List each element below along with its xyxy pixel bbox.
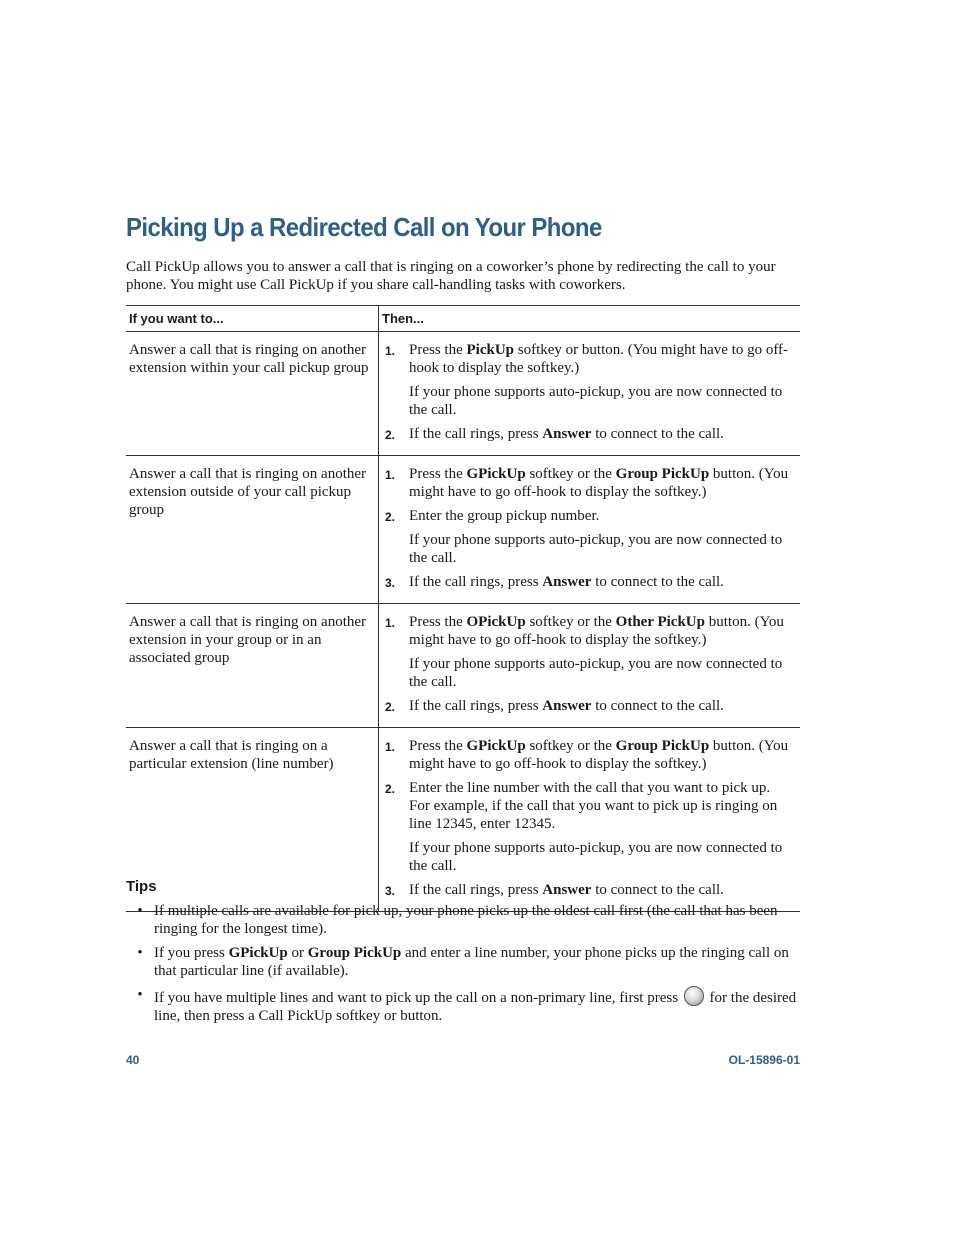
step-text [409, 697, 794, 716]
softkey-name: PickUp [466, 342, 515, 358]
steps-list [379, 456, 800, 603]
tip-text-part: If you have multiple lines and want to pick up the call on a non-primary line, first press [154, 990, 682, 1006]
tip-text-part: for the desired line, then press a Call PickUp softkey or button. [154, 990, 797, 1024]
step-instruction [409, 613, 794, 649]
bullet: • [137, 987, 143, 1003]
tip-text [154, 902, 800, 938]
steps-cell [379, 604, 801, 728]
step-number: 1. [385, 740, 396, 754]
step-text [409, 507, 794, 567]
step-text-part: softkey or the [525, 614, 616, 630]
pickup-table [126, 305, 800, 912]
step-text-part: If the call rings, press [409, 426, 543, 442]
page-number: 40 [126, 1053, 140, 1067]
steps-cell [379, 332, 801, 456]
step-instruction [409, 697, 794, 715]
step-item [385, 341, 794, 419]
step-text [409, 737, 794, 773]
table-row [126, 456, 800, 604]
step-item [385, 779, 794, 875]
step-item [385, 881, 794, 900]
step-text-part: to connect to the call. [591, 882, 724, 898]
softkey-name: OPickUp [466, 614, 526, 630]
step-instruction [409, 425, 794, 443]
softkey-name: Answer [542, 426, 592, 442]
step-text-part: to connect to the call. [591, 698, 724, 714]
bullet: • [137, 903, 143, 919]
step-number: 2. [385, 428, 396, 442]
step-text-part: button. (You might have to go off-hook to display the softkey.) [409, 466, 789, 500]
steps-list [379, 728, 800, 911]
column-header-want: If you want to... [126, 306, 379, 332]
step-note: If your phone supports auto-pickup, you are now connected to the call. [409, 532, 783, 566]
step-text-part: Press the [409, 738, 467, 754]
step-text-part: If the call rings, press [409, 574, 543, 590]
step-text-part: to connect to the call. [591, 426, 724, 442]
step-item [385, 507, 794, 567]
tip-text-part: If you press [154, 945, 229, 961]
steps-cell [379, 456, 801, 604]
table-body [126, 332, 800, 912]
steps-list [379, 332, 800, 455]
step-number: 1. [385, 468, 396, 482]
document-id: OL-15896-01 [728, 1053, 800, 1067]
column-header-then: Then... [379, 306, 801, 332]
step-text-part: button. (You might have to go off-hook to display the softkey.) [409, 738, 789, 772]
step-text-part: If the call rings, press [409, 882, 543, 898]
step-item [385, 737, 794, 773]
want-text: Answer a call that is ringing on another extension outside of your call pickup group [129, 466, 367, 518]
step-number: 1. [385, 344, 396, 358]
step-text-part: softkey or button. (You might have to go off-hook to display the softkey.) [409, 342, 789, 376]
page-title: Picking Up a Redirected Call on Your Phone [126, 212, 602, 242]
step-instruction [409, 737, 794, 773]
table-row [126, 332, 800, 456]
step-text [409, 573, 794, 592]
step-number: 3. [385, 576, 396, 590]
want-text: Answer a call that is ringing on a particular extension (line number) [129, 738, 334, 772]
step-text-part: softkey or the [525, 738, 616, 754]
step-number: 2. [385, 510, 396, 524]
tip-text [154, 986, 800, 1025]
step-text-part: to connect to the call. [591, 574, 724, 590]
softkey-name: Answer [542, 882, 592, 898]
step-item [385, 465, 794, 501]
tip-text-part: and enter a line number, your phone picks up the ringing call on that particular line (if available). [154, 945, 789, 979]
step-text-part: If the call rings, press [409, 698, 543, 714]
step-text-part: Press the [409, 614, 467, 630]
step-text [409, 613, 794, 691]
step-item [385, 697, 794, 716]
button-name: Group PickUp [307, 945, 402, 961]
step-instruction [409, 573, 794, 591]
softkey-name: GPickUp [466, 738, 526, 754]
step-number: 2. [385, 700, 396, 714]
tip-text [154, 944, 800, 980]
want-cell [126, 728, 379, 912]
softkey-name: GPickUp [466, 466, 526, 482]
step-note: If your phone supports auto-pickup, you are now connected to the call. [409, 384, 783, 418]
step-number: 2. [385, 782, 396, 796]
button-name: Group PickUp [615, 738, 710, 754]
step-item [385, 425, 794, 444]
step-instruction [409, 341, 794, 377]
want-cell [126, 604, 379, 728]
want-cell [126, 332, 379, 456]
steps-cell [379, 728, 801, 912]
table-header-row [126, 306, 800, 332]
tip-item [126, 902, 800, 938]
tips-heading: Tips [126, 878, 157, 895]
want-text: Answer a call that is ringing on another extension within your call pickup group [129, 342, 369, 376]
step-text-part: Enter the line number with the call that you want to pick up. For example, if the call that you want to pick up is ringing on line 12345, enter 12345. [409, 780, 778, 832]
step-text [409, 465, 794, 501]
bullet: • [137, 945, 143, 961]
step-text-part: softkey or the [525, 466, 616, 482]
table-row [126, 604, 800, 728]
step-number: 3. [385, 884, 396, 898]
step-instruction [409, 507, 794, 525]
step-instruction [409, 881, 794, 899]
tip-text-part: If multiple calls are available for pick up, your phone picks up the oldest call first (the call that has been ringing for the longest time). [154, 903, 778, 937]
step-text [409, 779, 794, 875]
step-text [409, 341, 794, 419]
step-instruction [409, 779, 794, 833]
softkey-name: GPickUp [228, 945, 288, 961]
tips-list [126, 902, 800, 1031]
step-note: If your phone supports auto-pickup, you are now connected to the call. [409, 840, 783, 874]
step-text-part: Press the [409, 342, 467, 358]
step-text [409, 881, 794, 900]
button-name: Other PickUp [615, 614, 705, 630]
tip-item [126, 986, 800, 1025]
step-text-part: button. (You might have to go off-hook to display the softkey.) [409, 614, 784, 648]
step-text-part: Enter the group pickup number. [409, 508, 600, 524]
step-note: If your phone supports auto-pickup, you are now connected to the call. [409, 656, 783, 690]
softkey-name: Answer [542, 574, 592, 590]
step-item [385, 613, 794, 691]
line-button-icon [684, 986, 704, 1006]
tip-text-part: or [287, 945, 308, 961]
button-name: Group PickUp [615, 466, 710, 482]
intro-paragraph: Call PickUp allows you to answer a call that is ringing on a coworker’s phone by redirecting the call to your phone. You might use Call PickUp if you share call-handling tasks with coworkers. [126, 259, 776, 293]
step-item [385, 573, 794, 592]
steps-list [379, 604, 800, 727]
table-row [126, 728, 800, 912]
tip-item [126, 944, 800, 980]
want-cell [126, 456, 379, 604]
step-number: 1. [385, 616, 396, 630]
step-text [409, 425, 794, 444]
want-text: Answer a call that is ringing on another extension in your group or in an associated group [129, 614, 367, 666]
softkey-name: Answer [542, 698, 592, 714]
step-instruction [409, 465, 794, 501]
step-text-part: Press the [409, 466, 467, 482]
